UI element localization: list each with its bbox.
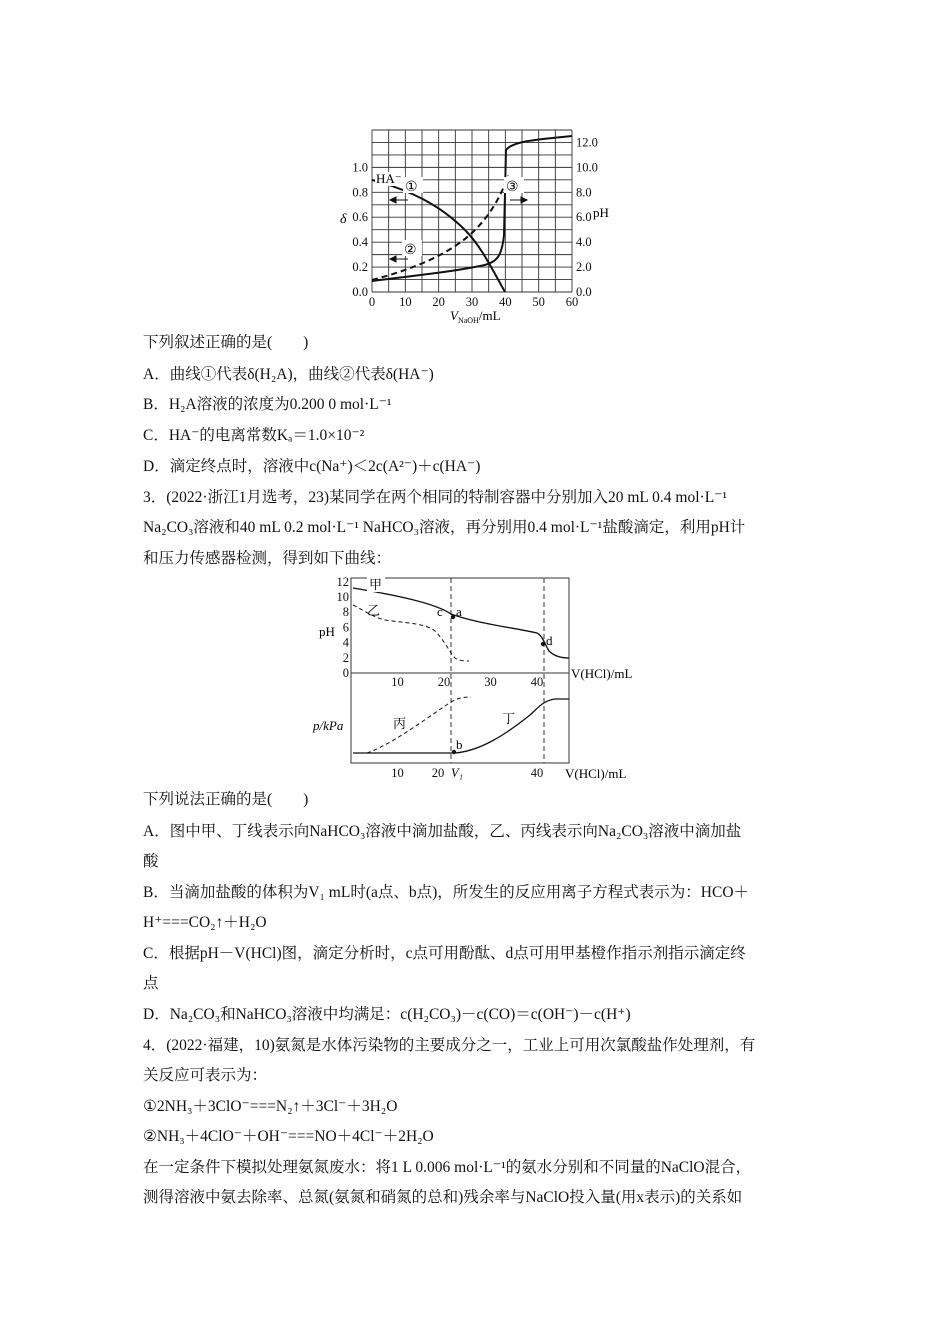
y-tick-left: 1.0 [352, 160, 368, 175]
label-curve-1: ① [405, 180, 418, 195]
y-axis-label-right: pH [593, 205, 609, 220]
label-yi: 乙 [367, 603, 381, 618]
x-tick: 0 [368, 295, 376, 309]
x-label-top: V(HCl)/mL [571, 666, 633, 681]
x-axis-label: $V_{NaOH}/mL$ [450, 308, 501, 325]
q3-line-3: 和压力传感器检测，得到如下曲线： [143, 550, 392, 567]
x-tick-top: 20 [437, 675, 451, 689]
figure-2-ph-pressure-chart [305, 573, 650, 783]
q3-line-2: Na₂CO₃溶液和40 mL 0.2 mol·L⁻¹ NaHCO₃溶液，再分别用0.4 mol·L⁻¹盐酸滴定，利用pH计 [143, 519, 746, 536]
label-b: b [456, 737, 463, 752]
label-a: a [456, 604, 462, 619]
y-tick-right: 0.0 [576, 285, 592, 299]
q2-option-d: D．滴定终点时，溶液中c(Na⁺)＜2c(A²⁻)＋c(HA⁻) [143, 458, 481, 475]
x-tick: 20 [432, 295, 445, 309]
ph-tick: 4 [342, 635, 349, 650]
y-tick-left: 0.2 [352, 260, 368, 275]
point-a [451, 615, 455, 619]
y-tick-right: 2.0 [576, 260, 592, 275]
q3-option-b-line-2: H⁺===CO₂↑＋H₂O [143, 914, 267, 931]
y-tick-right: 6.0 [576, 210, 592, 225]
x-tick-top: 30 [484, 675, 497, 689]
x-tick-top: 40 [530, 675, 544, 689]
q2-option-b: B．H₂A溶液的浓度为0.200 0 mol·L⁻¹ [143, 396, 392, 413]
q4-line-3: 在一定条件下模拟处理氨氮废水：将1 L 0.006 mol·L⁻¹的氨水分别和不同量的NaClO混合， [143, 1159, 752, 1176]
x-tick: 30 [465, 295, 479, 309]
y-tick-right: 12.0 [576, 135, 598, 150]
q3-option-a-line-2: 酸 [143, 853, 159, 870]
q3-option-a-line-1: A．图中甲、丁线表示向NaHCO₃溶液中滴加盐酸，乙、丙线表示向Na₂CO₃溶液中滴加盐 [143, 823, 742, 840]
q3-option-c-line-1: C．根据pH－V(HCl)图，滴定分析时，c点可用酚酞、d点可用甲基橙作指示剂指示滴定终 [143, 945, 746, 962]
q4-line-2: 关反应可表示为： [143, 1067, 268, 1084]
x-tick: 50 [532, 295, 545, 309]
x-label-bottom: V(HCl)/mL [565, 766, 627, 781]
x-tick-bottom: 40 [530, 766, 544, 780]
q3-option-c-line-2: 点 [143, 975, 159, 992]
ph-tick: 0 [342, 666, 349, 680]
label-bing: 丙 [393, 716, 407, 731]
y-tick-left: 0.4 [352, 235, 368, 250]
x-tick: 40 [499, 295, 512, 309]
x-tick-bottom: 20 [431, 766, 445, 780]
q2-stem: 下列叙述正确的是( ) [143, 334, 309, 351]
x-tick: 60 [565, 295, 579, 309]
x-tick: 10 [399, 295, 412, 309]
y-tick-left: 0.0 [352, 285, 368, 299]
y-tick-right: 10.0 [576, 160, 598, 175]
ph-tick: 8 [342, 605, 349, 620]
y-tick-left: 0.8 [352, 185, 368, 200]
q4-equation-1: ①2NH₃＋3ClO⁻===N₂↑＋3Cl⁻＋3H₂O [143, 1098, 398, 1115]
x-tick-bottom: 10 [391, 766, 404, 780]
y-tick-right: 8.0 [576, 185, 592, 200]
q4-line-1: 4．(2022·福建，10)氨氮是水体污染物的主要成分之一，工业上可用次氯酸盐作处理剂，有 [143, 1037, 756, 1054]
q3-line-1: 3．(2022·浙江1月选考，23)某同学在两个相同的特制容器中分别加入20 mL 0.4 mol·L⁻¹ [143, 489, 728, 506]
q2-option-a: A．曲线①代表δ(H₂A)，曲线②代表δ(HA⁻) [143, 366, 434, 383]
point-d [541, 642, 545, 646]
x-tick-v1: V₁ [451, 766, 463, 780]
ph-tick: 12 [336, 574, 349, 589]
label-d: d [546, 633, 553, 648]
ph-tick: 10 [336, 590, 349, 604]
x-tick-top: 10 [391, 675, 404, 689]
label-c: c [437, 604, 443, 619]
label-jia: 甲 [369, 577, 383, 592]
curve-jia [353, 588, 569, 658]
y-tick-right: 4.0 [576, 235, 592, 250]
q2-option-c: C．HA⁻的电离常数Kₐ＝1.0×10⁻² [143, 427, 365, 444]
label-curve-2: ② [404, 243, 417, 258]
figure-1-ticks [352, 135, 598, 309]
y-tick-left: 0.6 [352, 210, 368, 225]
y-axis-label-left: δ [340, 212, 347, 227]
ph-axis-label: pH [319, 624, 335, 639]
ph-tick: 2 [342, 650, 349, 665]
label-ha: HA⁻ [376, 171, 402, 186]
ph-tick: 6 [342, 620, 349, 635]
q4-line-4: 测得溶液中氨去除率、总氮(氨氮和硝氮的总和)残余率与NaClO投入量(用x表示)的关系如 [143, 1189, 743, 1206]
label-ding: 丁 [502, 711, 516, 726]
q4-equation-2: ②NH₃＋4ClO⁻＋OH⁻===NO＋4Cl⁻＋2H₂O [143, 1128, 434, 1145]
label-curve-3: ③ [506, 180, 519, 195]
q3-option-b-line-1: B．当滴加盐酸的体积为V₁ mL时(a点、b点)，所发生的反应用离子方程式表示为：HCO＋ [143, 884, 750, 901]
q3-option-d: D．Na₂CO₃和NaHCO₃溶液中均满足：c(H₂CO₃)－c(CO)＝c(OH⁻)－c(H⁺) [143, 1006, 631, 1023]
figure-1-titration-chart [330, 120, 630, 325]
q3-stem: 下列说法正确的是( ) [143, 791, 309, 808]
pressure-axis-label: p/kPa [313, 718, 344, 733]
